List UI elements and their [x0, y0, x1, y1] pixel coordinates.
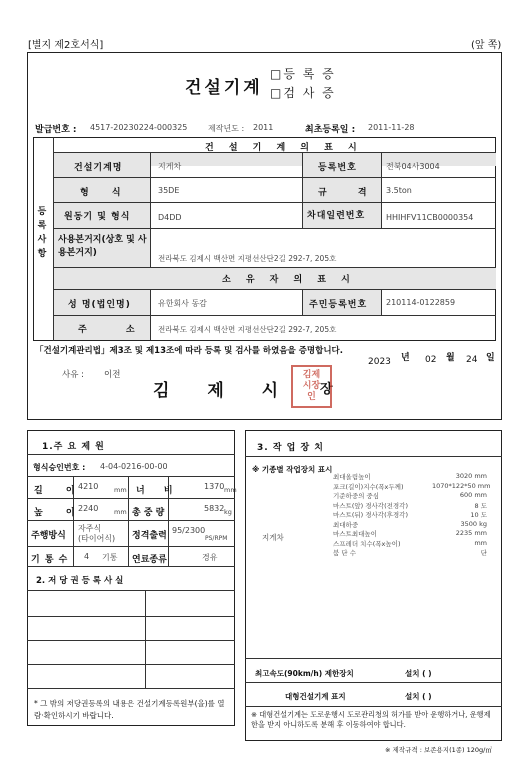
manufacture-year: 2011 [253, 123, 274, 132]
approval-label: 형식승인번호 : [33, 463, 86, 472]
fuel-label: 연료종류 [132, 555, 167, 565]
cert-day: 24 [466, 355, 478, 365]
lien-note: * 그 밖의 저당권등록의 내용은 건설기계등록원부(을)를 열람·확인하시기 바랍니다. [34, 699, 225, 720]
power-unit: PS/RPM [205, 535, 228, 542]
work-item-value: 8 도 [474, 501, 487, 510]
work-item-value: 10 도 [470, 511, 487, 519]
regno-label: 등록번호 [318, 163, 357, 173]
weight-label: 총 중 량 [132, 508, 165, 518]
machine-name: 지게차 [158, 162, 182, 171]
engine-label: 원동기 및 형식 [64, 212, 131, 222]
work-subtitle: ※ 기종별 작업장치 표시 [252, 465, 333, 474]
work-item-label: 붐 단 수 [333, 549, 356, 557]
machine-section-title: 건 설 기 계 의 표 시 [205, 143, 363, 153]
work-item-label: 마스트(뒤) 경사각(후경각) [333, 511, 408, 519]
certificate-title: 건설기계 [185, 78, 263, 98]
owner-id-label: 주민등록번호 [309, 300, 368, 310]
work-item-label: 마스트(앞) 경사각(전경각) [333, 501, 408, 510]
work-item-label: 최대하중 [333, 520, 359, 529]
width-unit: mm [224, 486, 237, 494]
cert-statement: 「건설기계관리법」제3조 및 제13조에 따라 등록 및 검사를 하였음을 증명합니다. [35, 346, 343, 356]
cert-month-unit: 월 [446, 353, 455, 363]
fuel: 경유 [202, 553, 218, 562]
reason: 이전 [104, 370, 121, 380]
lien-title: 2. 저 당 권 등 록 사 실 [36, 576, 124, 586]
vin: HHIHFV11CB0000354 [386, 213, 474, 222]
seal-text-1: 김제 [302, 370, 321, 380]
work-item-label: 기준하중의 중심 [333, 492, 380, 500]
owner-id: 210114-0122859 [386, 298, 456, 307]
work-title: 3. 작 업 장 치 [257, 443, 324, 453]
first-reg-date: 2011-11-28 [368, 123, 415, 132]
work-item-label: 포크(길이)지수(폭x두께) [333, 482, 404, 491]
limiter-value: 설치 ( ) [405, 669, 432, 678]
footer-note: ※ 제작규격 : 보존용지(1종) 120g/㎡ [385, 746, 492, 754]
length: 4210 [78, 482, 99, 491]
work-item-value: 3500 kg [460, 519, 487, 528]
issuer-suffix: 장 [320, 382, 333, 397]
width-label: 너 비 [136, 486, 181, 496]
approval-no: 4-04-0216-00-00 [100, 462, 168, 471]
cert-day-unit: 일 [486, 353, 495, 363]
weight-unit: kg [224, 508, 232, 516]
base-label: 사용본거지(상호 및 사용본거지) [58, 235, 147, 258]
drive: 자주식 (타이어식) [78, 524, 116, 543]
height: 2240 [78, 504, 99, 513]
model-label: 형 식 [80, 188, 131, 198]
owner-name-label: 성 명(법인명) [68, 300, 131, 310]
specs-title: 1.주 요 제 원 [42, 442, 105, 452]
issue-no: 4517-20230224-000325 [90, 123, 188, 132]
cylinder-label: 기 통 수 [31, 555, 69, 565]
work-item-label: 스프레더 치수(폭x높이) [333, 539, 401, 548]
issuer: 김 제 시 [153, 381, 295, 401]
year-label: 제작년도 : [208, 124, 245, 133]
large-machine-label: 대형건설기계 표지 [285, 692, 346, 701]
work-item-value: 3020 mm [455, 472, 487, 480]
limiter-label: 최고속도(90km/h) 제한장치 [255, 669, 354, 678]
height-unit: mm [114, 508, 127, 516]
width: 1370 [204, 482, 225, 491]
cert-month: 02 [425, 355, 437, 365]
spec: 3.5ton [386, 186, 412, 195]
reason-label: 사유 : [62, 370, 84, 380]
height-label: 높 이 [34, 508, 85, 518]
work-item-value: mm [474, 538, 487, 547]
work-item-value: 2235 mm [455, 529, 487, 537]
power-label: 정격출력 [132, 531, 167, 541]
power: 95/2300 [172, 526, 206, 535]
drive-label: 주행방식 [31, 531, 66, 541]
base-address: 전라북도 김제시 백산면 지평선산단2길 292-7, 205호 [158, 254, 337, 263]
owner-address: 전라북도 김제시 백산면 지평선산단2길 292-7, 205호 [158, 325, 337, 334]
spec-label: 규 격 [318, 188, 381, 198]
official-seal [291, 365, 332, 408]
form-tag: [별지 제2호서식] [28, 40, 104, 51]
registration-option: □등 록 증 [270, 67, 336, 81]
side-label: 등록사항 [37, 207, 47, 259]
first-reg-label: 최초등록일 : [305, 125, 356, 135]
engine: D4DD [158, 213, 182, 222]
issue-no-label: 발급번호 : [35, 125, 77, 135]
seal-text-3: 인 [307, 392, 316, 402]
cylinder-count: 4 [84, 552, 90, 561]
model: 35DE [158, 186, 180, 195]
inspection-option: □검 사 증 [270, 86, 336, 100]
work-notice: ※ 대형건설기계는 도로운행시 도로관리청의 허가를 받아 운행하거나, 운행제한을 받지 아니하도록 분해 후 이동하여야 합니다. [251, 710, 491, 729]
cert-year-unit: 년 [401, 353, 410, 363]
seal-text-2: 시장 [302, 381, 321, 391]
vin-label: 차대일련번호 [307, 211, 366, 221]
page-side: (앞 쪽) [471, 40, 502, 51]
length-unit: mm [114, 486, 127, 494]
work-item-label: 마스트최대높이 [333, 530, 377, 538]
weight: 5832 [204, 504, 225, 513]
work-item-value: 600 mm [459, 491, 487, 499]
length-label: 길 이 [34, 486, 85, 496]
regno: 전북04사3004 [386, 162, 440, 171]
large-machine-value: 설치 ( ) [405, 692, 432, 701]
work-item-value: 1070*122*50 mm [432, 481, 491, 490]
cert-year: 2023 [368, 357, 391, 367]
machine-name-label: 건설기계명 [74, 163, 123, 173]
work-item-value: 단 [480, 549, 487, 557]
owner-name: 유한회사 동감 [158, 299, 207, 308]
work-category: 지게차 [262, 533, 284, 542]
owner-section-title: 소 유 자 의 표 시 [222, 275, 356, 285]
cylinder-unit: 기통 [102, 553, 118, 562]
owner-address-label: 주 소 [78, 325, 153, 335]
work-item-label: 최대올림높이 [333, 473, 371, 481]
